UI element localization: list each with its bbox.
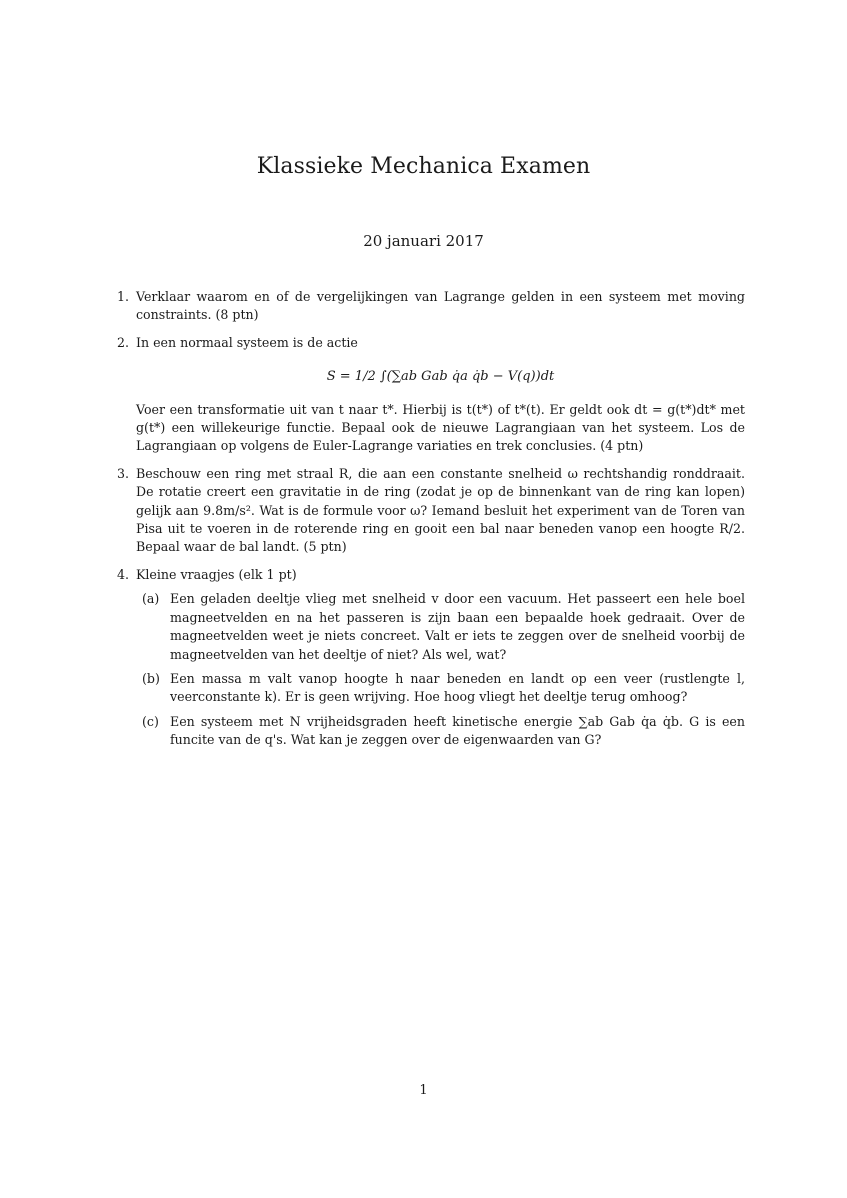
question-number: 1. [117, 289, 130, 304]
subquestion-text: Een geladen deeltje vlieg met snelheid v door een vacuum. Het passeert een hele boel magneetvelden en na het passeren is zijn baan een bepaalde hoek gedraait. Over de magneetvelden weet je niets concreet. Valt er iets te zeggen over de snelheid voorbij de magneetvelden van het deeltje of niet? Als wel, wat? [170, 591, 745, 662]
question-list [117, 288, 745, 759]
subquestion-text: Een massa m valt vanop hoogte h naar beneden en landt op een veer (rustlengte l, veerconstante k). Er is geen wrijving. Hoe hoog vliegt het deeltje terug omhoog? [170, 670, 745, 705]
question-number: 3. [117, 465, 130, 481]
subquestion-a [136, 590, 745, 664]
subquestion-c [136, 713, 745, 750]
subquestion-label: (c) [142, 713, 159, 729]
subquestion-b [136, 670, 745, 707]
action-formula: S = 1/2 ∫(∑ab Gab q̇a q̇b − V(q))dt [326, 369, 555, 385]
subquestion-label: (b) [142, 670, 160, 686]
page-number: 1 [419, 1083, 428, 1098]
question-number: 2. [117, 334, 130, 350]
question-number: 4. [117, 566, 130, 582]
question-1 [117, 288, 745, 325]
subquestion-text: Een systeem met N vrijheidsgraden heeft kinetische energie ∑ab Gab q̇a q̇b. G is een funcite van de q's. Wat kan je zeggen over de eigenwaarden van G? [170, 713, 745, 748]
question-text: Beschouw een ring met straal R, die aan een constante snelheid ω rechtshandig ronddraait. De rotatie creert een gravitatie in de ring (zodat je op de binnenkant van de ring kan lopen) gelijk aan 9.8m/s². Wat is de formule voor ω? Iemand besluit het experiment van de Toren van Pisa uit te voeren in de roterende ring en gooit een bal naar beneden vanop een hoogte R/2. Bepaal waar de bal landt. (5 ptn) [136, 465, 745, 555]
question-2 [117, 334, 745, 456]
subquestion-label: (a) [142, 591, 160, 607]
exam-title: Klassieke Mechanica Examen [256, 154, 591, 179]
question-text: In een normaal systeem is de actie [136, 334, 358, 350]
question-3 [117, 465, 745, 557]
question-text: Verklaar waarom en of de vergelijkingen van Lagrange gelden in een systeem met moving constraints. (8 ptn) [136, 289, 745, 323]
exam-date: 20 januari 2017 [363, 232, 484, 250]
question-continuation: Voer een transformatie uit van t naar t*. Hierbij is t(t*) of t*(t). Er geldt ook dt = g(t*)dt* met g(t*) een willekeurige functie. Bepaal ook de nieuwe Lagrangiaan van het systeem. Los de Lagrangiaan op volgens de Euler-Lagrange variaties en trek conclusies. (4 ptn) [136, 401, 745, 454]
question-4 [117, 566, 745, 750]
question-text: Kleine vraagjes (elk 1 pt) [136, 566, 297, 582]
